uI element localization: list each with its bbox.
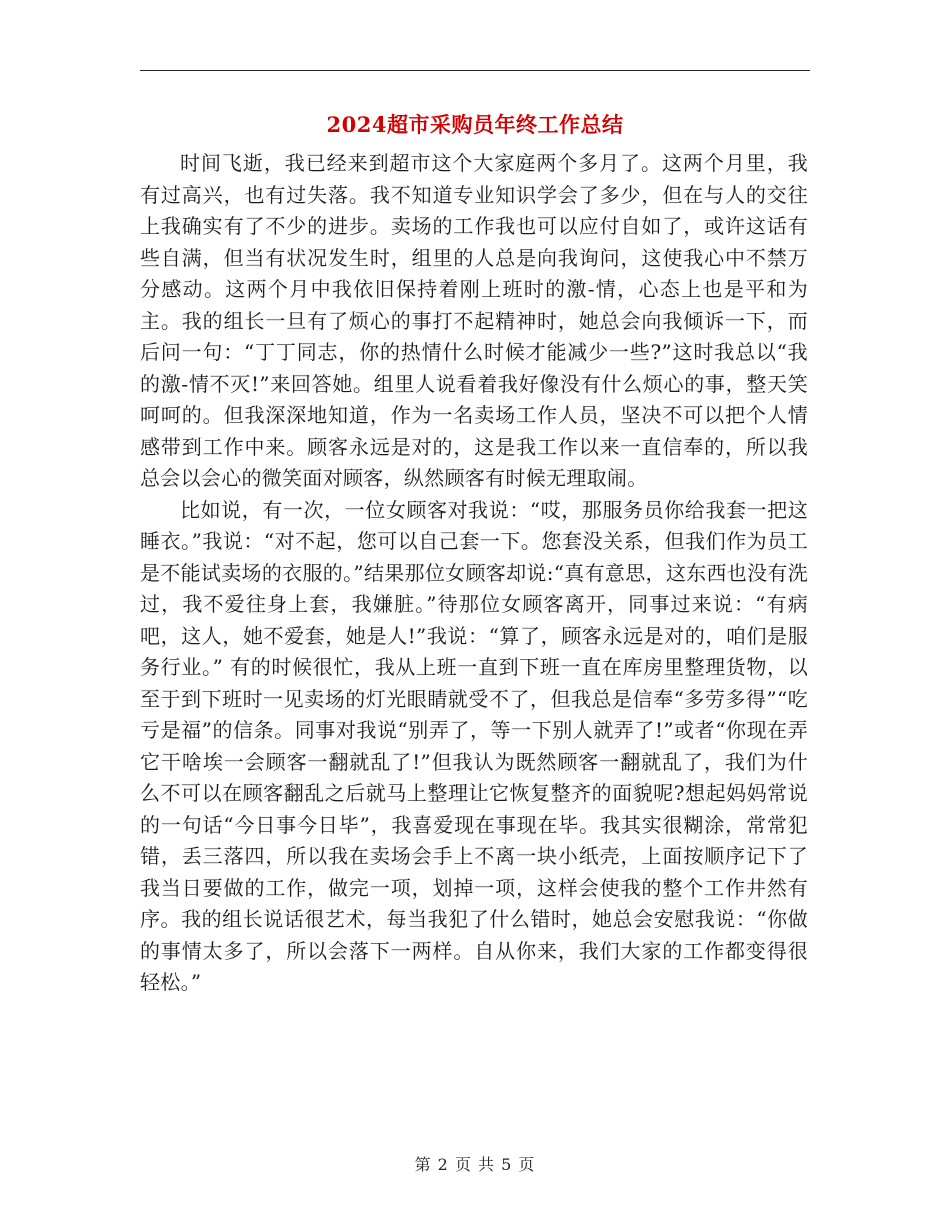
page-number-footer: 第 2 页 共 5 页 — [414, 1155, 536, 1174]
document-title: 2024超市采购员年终工作总结 — [326, 112, 624, 137]
document-body — [140, 148, 808, 999]
paragraph-1: 时间飞逝，我已经来到超市这个大家庭两个多月了。这两个月里，我有过高兴，也有过失落。我不知道专业知识学会了多少，但在与人的交往上我确实有了不少的进步。卖场的工作我也可以应付自如了，或许这话有些自满，但当有状况发生时，组里的人总是向我询问，这使我心中不禁万分感动。这两个月中我依旧保持着刚上班时的激-情，心态上也是平和为主。我的组长一旦有了烦心的事打不起精神时，她总会向我倾诉一下，而后问一句：“丁丁同志，你的热情什么时候才能减少一些?”这时我总以“我的激-情不灭!”来回答她。组里人说看着我好像没有什么烦心的事，整天笑呵呵的。但我深深地知道，作为一名卖场工作人员，坚决不可以把个人情感带到工作中来。顾客永远是对的，这是我工作以来一直信奉的，所以我总会以会心的微笑面对顾客，纵然顾客有时候无理取闹。 — [140, 151, 808, 490]
header-rule — [140, 70, 810, 71]
paragraph-2: 比如说，有一次，一位女顾客对我说：“哎，那服务员你给我套一把这睡衣。”我说：“对不起，您可以自己套一下。您套没关系，但我们作为员工是不能试卖场的衣服的。”结果那位女顾客却说:“真有意思，这东西也没有洗过，我不爱往身上套，我嫌脏。”待那位女顾客离开，同事过来说：“有病吧，这人，她不爱套，她是人!”我说：“算了，顾客永远是对的，咱们是服务行业。” 有的时候很忙，我从上班一直到下班一直在库房里整理货物，以至于到下班时一见卖场的灯光眼睛就受不了，但我总是信奉“多劳多得”“吃亏是福”的信条。同事对我说“别弄了，等一下别人就弄了!”或者“你现在弄它干啥埃一会顾客一翻就乱了!”但我认为既然顾客一翻就乱了，我们为什么不可以在顾客翻乱之后就马上整理让它恢复整齐的面貌呢?想起妈妈常说的一句话“今日事今日毕”，我喜爱现在事现在毕。我其实很糊涂，常常犯错，丢三落四，所以我在卖场会手上不离一块小纸壳，上面按顺序记下了我当日要做的工作，做完一项，划掉一项，这样会使我的整个工作井然有序。我的组长说话很艺术，每当我犯了什么错时，她总会安慰我说：“你做的事情太多了，所以会落下一两样。自从你来，我们大家的工作都变得很轻松。” — [140, 497, 808, 994]
